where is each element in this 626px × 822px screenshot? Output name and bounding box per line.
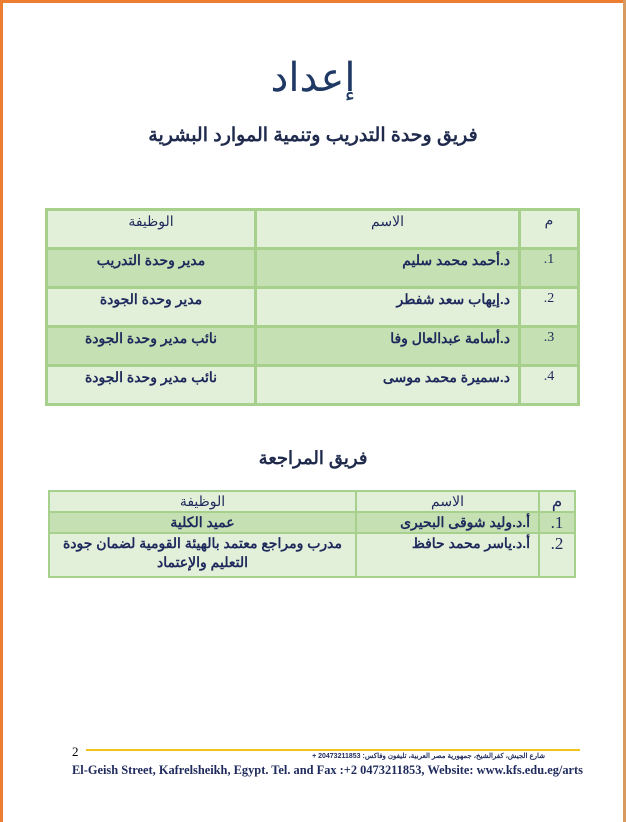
team-table — [45, 208, 580, 406]
table-row — [49, 533, 575, 577]
row-name: د.سميرة محمد موسى — [256, 366, 520, 405]
table-row — [49, 512, 575, 533]
row-index: 3. — [520, 327, 579, 366]
row-name: د.إيهاب سعد شفطر — [256, 288, 520, 327]
table-row — [47, 288, 579, 327]
table-header-row — [49, 491, 575, 512]
header-name: الاسم — [256, 210, 520, 249]
table-row — [47, 366, 579, 405]
page-number: 2 — [72, 744, 79, 759]
row-index: 2. — [539, 533, 575, 577]
header-index: م — [539, 491, 575, 512]
footer-english-address: El-Geish Street, Kafrelsheikh, Egypt. Tel. and Fax :+2 0473211853, Website: www.kfs.edu.eg/arts — [72, 763, 583, 777]
page-border-top — [0, 0, 626, 3]
row-job: نائب مدير وحدة الجودة — [47, 327, 256, 366]
row-name: د.أحمد محمد سليم — [256, 249, 520, 288]
footer-arabic-address: شارع الجيش، كفرالشيخ، جمهورية مصر العربية، تليفون وفاكس: 20473211853 + — [312, 753, 545, 760]
review-table — [48, 490, 576, 578]
row-job: عميد الكلية — [49, 512, 356, 533]
page-title: إعداد — [270, 56, 356, 100]
row-name: أ.د.وليد شوقى البحيرى — [356, 512, 539, 533]
table-row — [47, 249, 579, 288]
row-index: 1. — [520, 249, 579, 288]
row-name: أ.د.ياسر محمد حافظ — [356, 533, 539, 577]
header-job: الوظيفة — [49, 491, 356, 512]
row-job: مدير وحدة التدريب — [47, 249, 256, 288]
row-job: نائب مدير وحدة الجودة — [47, 366, 256, 405]
review-team-heading: فريق المراجعة — [258, 448, 368, 468]
header-job: الوظيفة — [47, 210, 256, 249]
row-index: 4. — [520, 366, 579, 405]
team-heading: فريق وحدة التدريب وتنمية الموارد البشرية — [148, 125, 478, 146]
header-name: الاسم — [356, 491, 539, 512]
row-job: مدير وحدة الجودة — [47, 288, 256, 327]
row-name: د.أسامة عبدالعال وفا — [256, 327, 520, 366]
row-index: 1. — [539, 512, 575, 533]
footer-divider — [86, 749, 580, 751]
table-header-row — [47, 210, 579, 249]
table-row — [47, 327, 579, 366]
header-index: م — [520, 210, 579, 249]
row-job: مدرب ومراجع معتمد بالهيئة القومية لضمان جودة التعليم والإعتماد — [49, 533, 356, 577]
row-index: 2. — [520, 288, 579, 327]
